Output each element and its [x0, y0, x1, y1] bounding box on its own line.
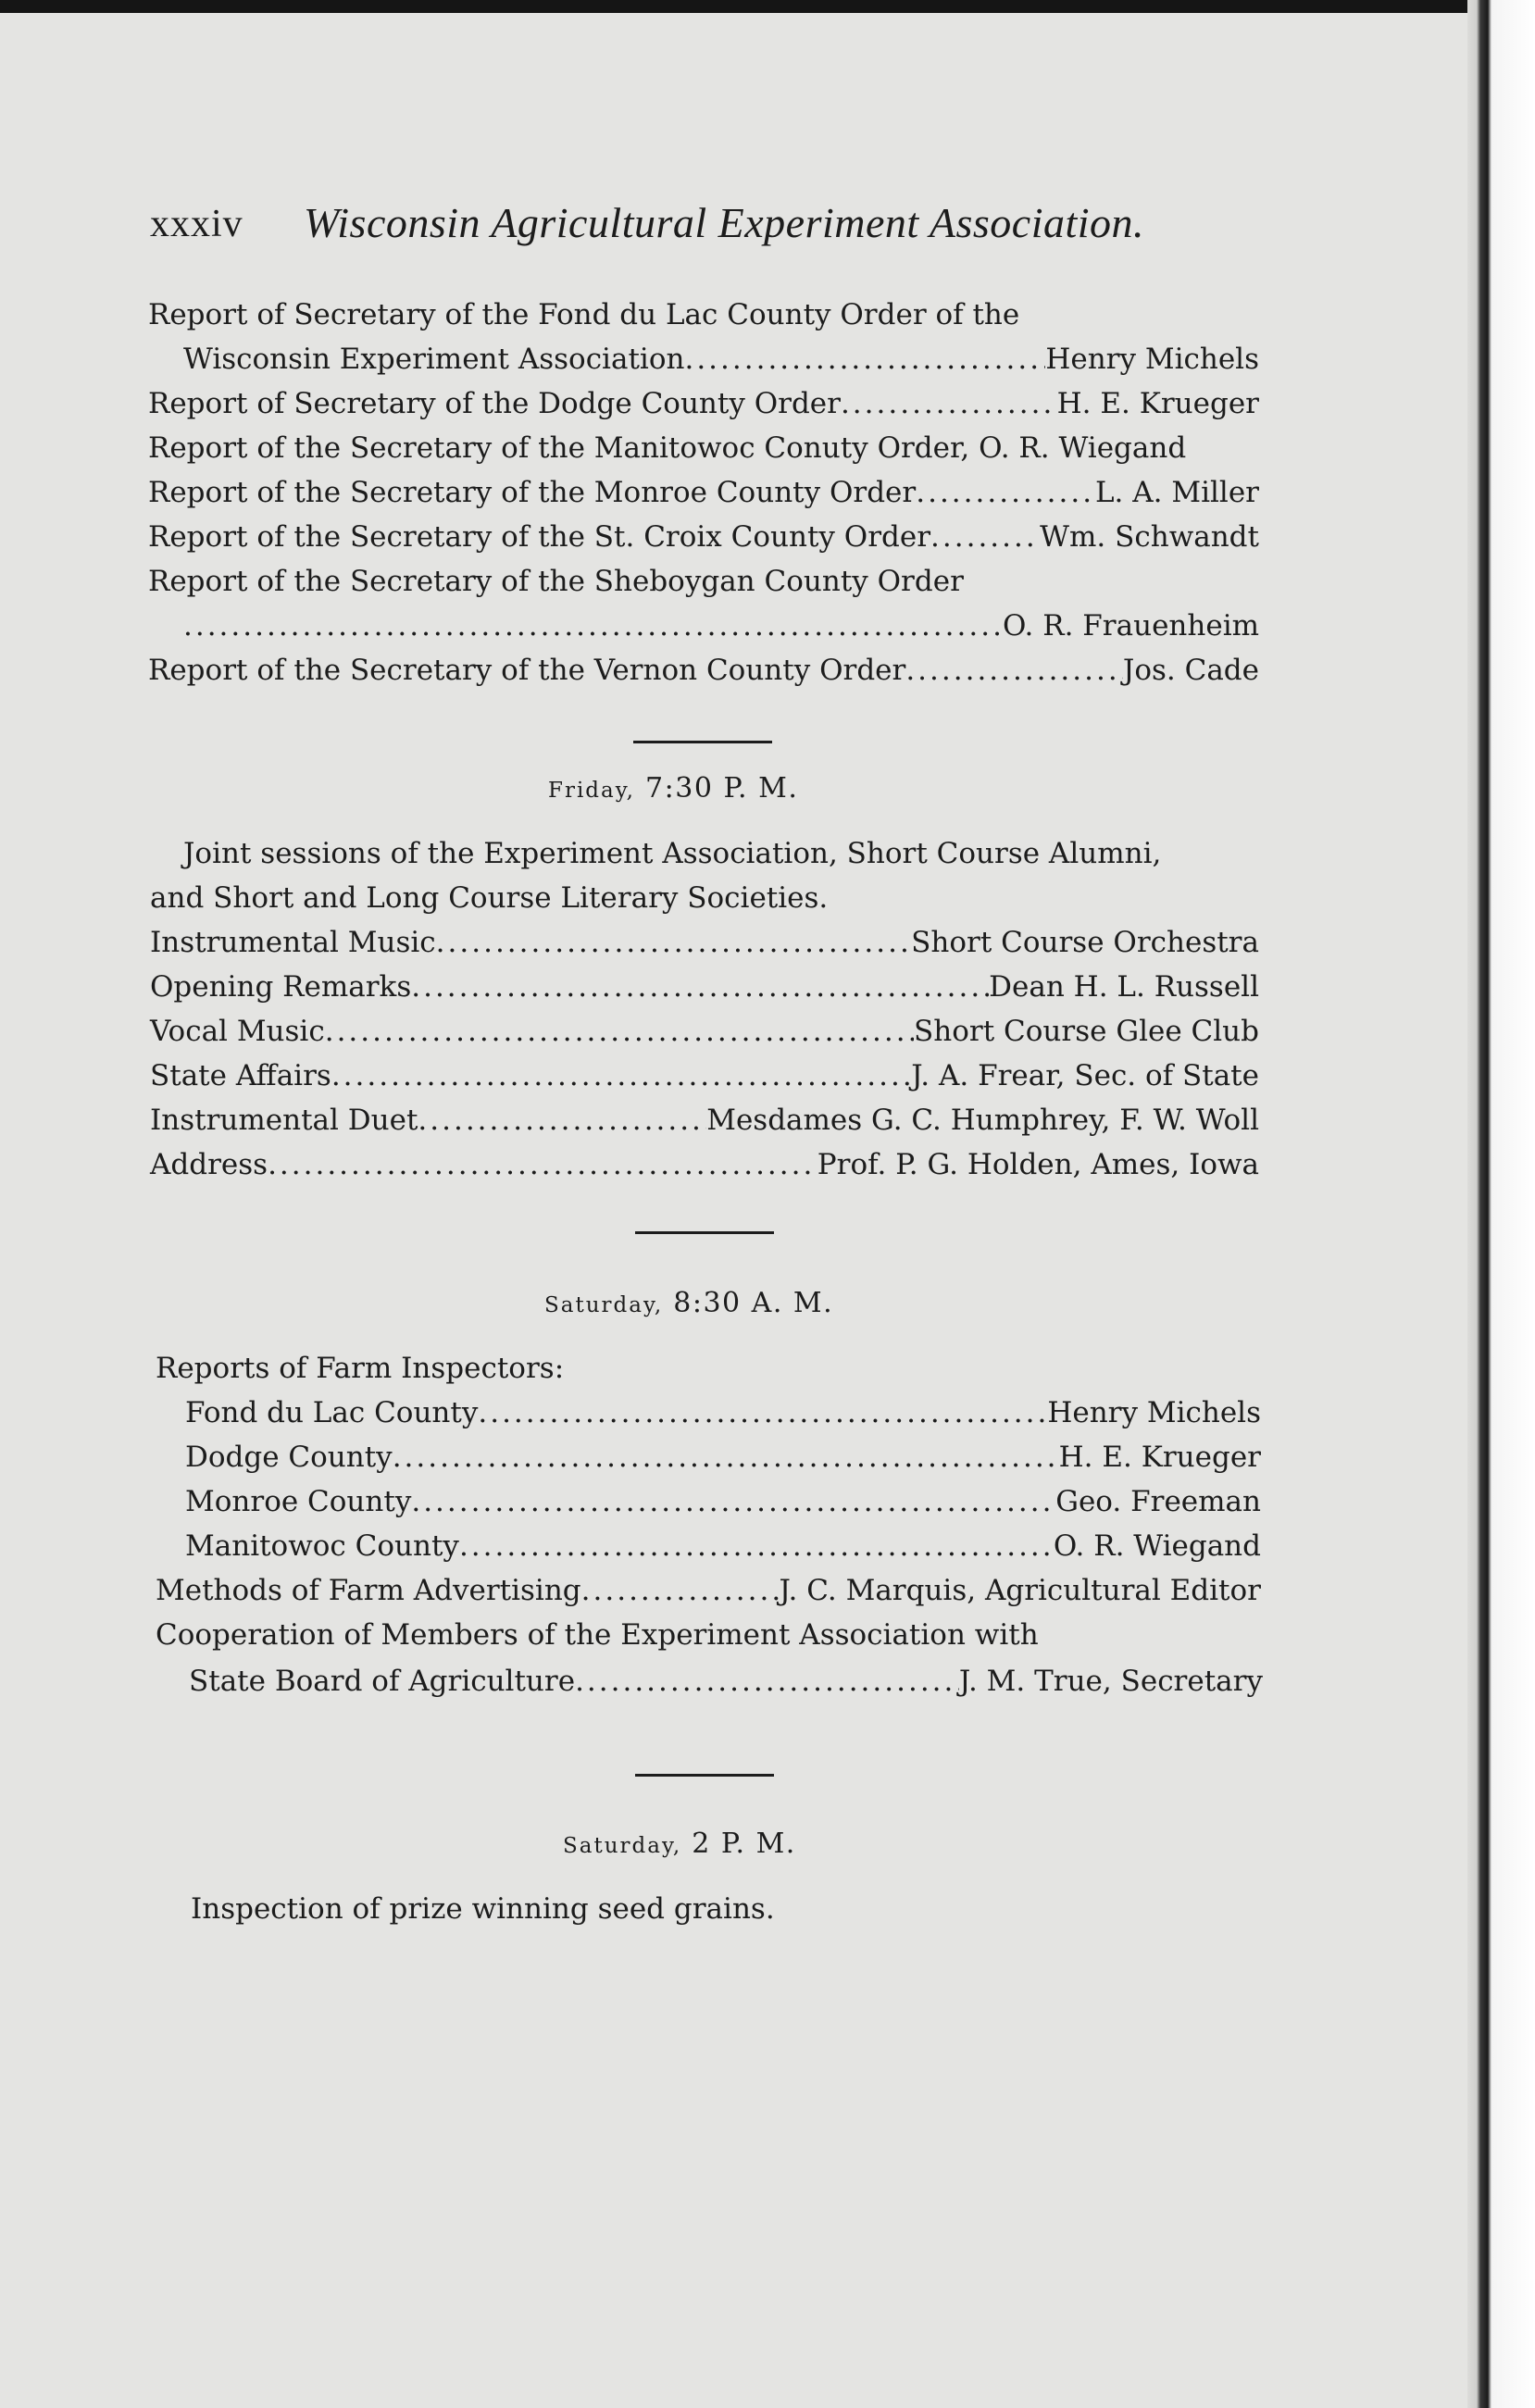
program-item [156, 1615, 1261, 1655]
inspector-item [185, 1526, 1261, 1566]
section-heading-saturday-am [544, 1285, 833, 1324]
program-item-title: Instrumental Duet [150, 1104, 418, 1137]
inspector-item [185, 1392, 1261, 1433]
heading-day: Friday, [548, 779, 635, 803]
program-item [150, 1011, 1259, 1052]
dot-leader [268, 1144, 817, 1185]
report-name: L. A. Miller [1094, 476, 1259, 509]
page-number: xxxiv [150, 203, 243, 245]
dot-leader [459, 1526, 1054, 1566]
report-text: Report of the Secretary of the Sheboygan County Order [148, 565, 964, 598]
county-name: Dodge County [185, 1441, 393, 1474]
report-text: Report of Secretary of the Dodge County Order [148, 387, 841, 420]
program-item-title: Methods of Farm Advertising [156, 1574, 581, 1607]
county-name: Monroe County [185, 1485, 412, 1518]
report-line [148, 294, 1259, 335]
report-line [183, 339, 1259, 380]
inspector-item [185, 1481, 1261, 1522]
program-item-title: Cooperation of Members of the Experiment Association with [156, 1618, 1039, 1652]
dot-leader [411, 1481, 1055, 1522]
report-name: Wm. Schwandt [1040, 520, 1259, 554]
program-item [150, 1100, 1259, 1141]
program-item-title: State Affairs [150, 1059, 331, 1092]
report-text: Report of the Secretary of the Vernon County Order [148, 654, 906, 687]
dot-leader [393, 1437, 1059, 1478]
dot-leader [478, 1392, 1047, 1433]
program-item-title: State Board of Agriculture [189, 1665, 576, 1698]
report-text: Wisconsin Experiment Association [183, 343, 685, 376]
dot-leader [684, 339, 1045, 380]
program-item-name: J. M. True, Secretary [958, 1665, 1263, 1698]
section-heading-friday [548, 770, 798, 809]
closing-text: Inspection of prize winning seed grains. [191, 1892, 775, 1926]
program-item-name: Short Course Glee Club [914, 1015, 1259, 1048]
program-item [150, 1144, 1259, 1185]
report-line [148, 428, 1259, 468]
program-item-name: Dean H. L. Russell [989, 970, 1259, 1004]
report-line [148, 561, 1259, 602]
dot-leader [930, 517, 1040, 557]
dot-leader [183, 605, 1003, 646]
report-line [148, 517, 1259, 557]
heading-day: Saturday, [563, 1834, 682, 1858]
program-item [150, 967, 1259, 1007]
report-text: Report of the Secretary of the Manitowoc Conuty Order, O. R. Wiegand [148, 431, 1187, 465]
report-text: Report of the Secretary of the Monroe County Order [148, 476, 917, 509]
heading-time: 8:30 A. M. [673, 1287, 834, 1319]
intro-text: and Short and Long Course Literary Societies. [150, 881, 829, 915]
program-item [150, 1055, 1259, 1096]
report-line [183, 605, 1259, 646]
dot-leader [325, 1011, 914, 1052]
dot-leader [436, 922, 911, 963]
inspectors-heading-text: Reports of Farm Inspectors: [156, 1352, 565, 1385]
program-item-name: Prof. P. G. Holden, Ames, Iowa [817, 1148, 1259, 1181]
program-item-name: J. A. Frear, Sec. of State [911, 1059, 1259, 1092]
county-name: Fond du Lac County [185, 1396, 479, 1429]
inspector-name: O. R. Wiegand [1053, 1529, 1261, 1563]
intro-line [150, 878, 1259, 918]
intro-text: Joint sessions of the Experiment Association, Short Course Alumni, [183, 837, 1162, 870]
dot-leader [331, 1055, 911, 1096]
section-divider [635, 1774, 774, 1777]
report-name: H. E. Krueger [1056, 387, 1259, 420]
inspector-name: Geo. Freeman [1055, 1485, 1261, 1518]
report-line [148, 650, 1259, 691]
program-item-name: Mesdames G. C. Humphrey, F. W. Woll [706, 1104, 1259, 1137]
report-line [148, 383, 1259, 424]
section-divider [635, 1231, 774, 1234]
program-item-title: Instrumental Music [150, 926, 436, 959]
dot-leader [916, 472, 1095, 513]
heading-day: Saturday, [544, 1293, 664, 1317]
inspector-name: Henry Michels [1047, 1396, 1261, 1429]
program-item [150, 922, 1259, 963]
program-item-title: Vocal Music [150, 1015, 325, 1048]
dot-leader [905, 650, 1123, 691]
report-name: Jos. Cade [1122, 654, 1259, 687]
program-item-name: Short Course Orchestra [911, 926, 1259, 959]
report-name: Henry Michels [1045, 343, 1259, 376]
dot-leader [575, 1661, 959, 1702]
section-divider [633, 741, 772, 743]
dot-leader [411, 967, 989, 1007]
heading-time: 7:30 P. M. [645, 772, 799, 805]
running-title: Wisconsin Agricultural Experiment Association. [304, 199, 1145, 246]
program-item [156, 1570, 1261, 1611]
report-text: Report of Secretary of the Fond du Lac County Order of the [148, 298, 1020, 331]
report-text: Report of the Secretary of the St. Croix County Order [148, 520, 931, 554]
program-item-title: Address [150, 1148, 268, 1181]
dot-leader [581, 1570, 780, 1611]
closing-line [191, 1889, 1261, 1929]
program-item-title: Opening Remarks [150, 970, 412, 1004]
inspector-name: H. E. Krueger [1058, 1441, 1261, 1474]
program-item [189, 1661, 1263, 1702]
dot-leader [418, 1100, 706, 1141]
dot-leader [841, 383, 1057, 424]
inspector-item [185, 1437, 1261, 1478]
intro-line [183, 833, 1259, 874]
heading-time: 2 P. M. [692, 1828, 796, 1860]
program-item-name: J. C. Marquis, Agricultural Editor [779, 1574, 1261, 1607]
page-header [150, 199, 1261, 254]
report-line [148, 472, 1259, 513]
page-top-edge [0, 0, 1481, 13]
page-binding-edge [1467, 0, 1535, 2408]
section-heading-saturday-pm [563, 1826, 796, 1865]
inspectors-heading [156, 1348, 1261, 1389]
report-name: O. R. Frauenheim [1002, 609, 1259, 643]
county-name: Manitowoc County [185, 1529, 459, 1563]
